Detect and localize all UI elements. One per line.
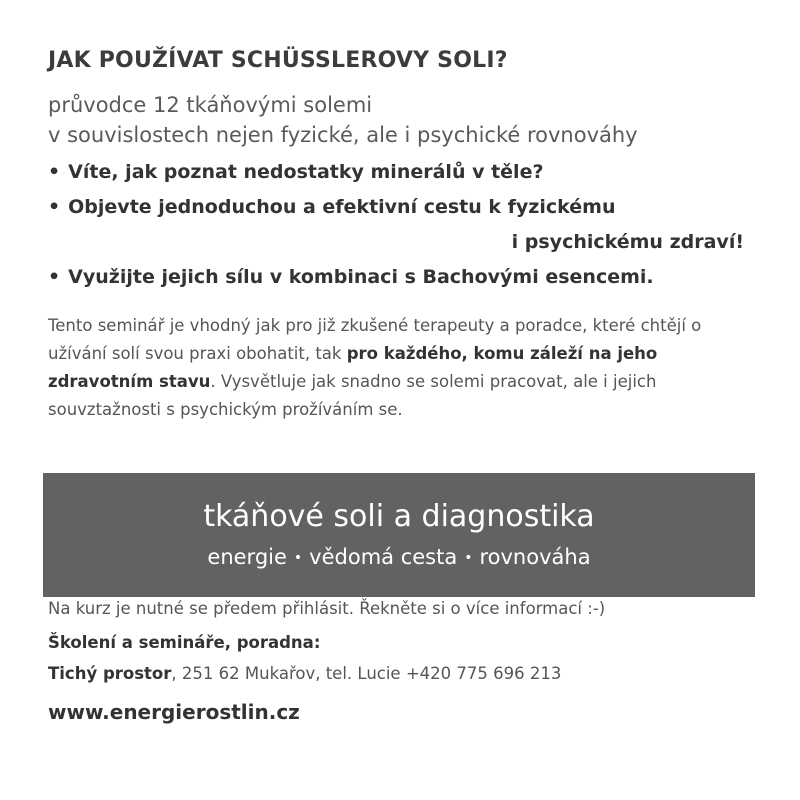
bullet-text: Objevte jednoduchou a efektivní cestu k fyzickému: [68, 196, 616, 218]
contact-address: [48, 664, 561, 683]
bullet-dot-icon: •: [48, 161, 61, 183]
paragraph-text: . Vysvětluje jak snadno se solemi pracovat, ale i jejich souvztažnosti s psychickým prožíváním se.: [48, 372, 657, 419]
registration-info: Na kurz je nutné se předem přihlásit. Řekněte si o více informací :-): [48, 599, 606, 618]
banner-tagline: [43, 545, 755, 569]
bullet-dot-icon: •: [48, 266, 61, 288]
banner-item: vědomá cesta: [309, 545, 458, 569]
contact-details: , 251 62 Mukařov, tel. Lucie +420 775 696 213: [171, 664, 562, 683]
topic-banner: [43, 473, 755, 597]
contact-heading: Školení a semináře, poradna:: [48, 633, 321, 652]
subtitle-line-2: v souvislostech nejen fyzické, ale i psychické rovnováhy: [48, 123, 638, 147]
banner-item: energie: [207, 545, 287, 569]
bullet-item: [48, 260, 748, 295]
bullet-item: [48, 155, 748, 190]
bullet-separator-icon: •: [464, 550, 473, 566]
subtitle: [48, 90, 638, 150]
banner-item: rovnováha: [479, 545, 591, 569]
paragraph-emphasis: pro každého, komu záleží na jeho zdravotním stavu: [48, 344, 658, 391]
bullet-text: Využijte jejich sílu v kombinaci s Bachovými esencemi.: [68, 266, 654, 288]
website-link[interactable]: www.energierostlin.cz: [48, 700, 300, 724]
bullet-continuation: [48, 225, 748, 260]
paragraph-text: Tento seminář je vhodný jak pro již zkušené terapeuty a poradce, které chtějí o užívání solí svou praxi obohatit, tak: [48, 316, 702, 363]
bullet-item: [48, 190, 748, 225]
page-title: JAK POUŽÍVAT SCHÜSSLEROVY SOLI?: [48, 48, 508, 73]
bullet-list: [48, 155, 748, 295]
bullet-text: i psychickému zdraví!: [511, 231, 744, 253]
description-paragraph: [48, 312, 753, 424]
contact-name: Tichý prostor: [48, 664, 172, 683]
bullet-dot-icon: •: [48, 196, 61, 218]
bullet-separator-icon: •: [293, 550, 303, 566]
subtitle-line-1: průvodce 12 tkáňovými solemi: [48, 93, 373, 117]
banner-title: tkáňové soli a diagnostika: [203, 499, 595, 534]
bullet-text: Víte, jak poznat nedostatky minerálů v těle?: [68, 161, 544, 183]
